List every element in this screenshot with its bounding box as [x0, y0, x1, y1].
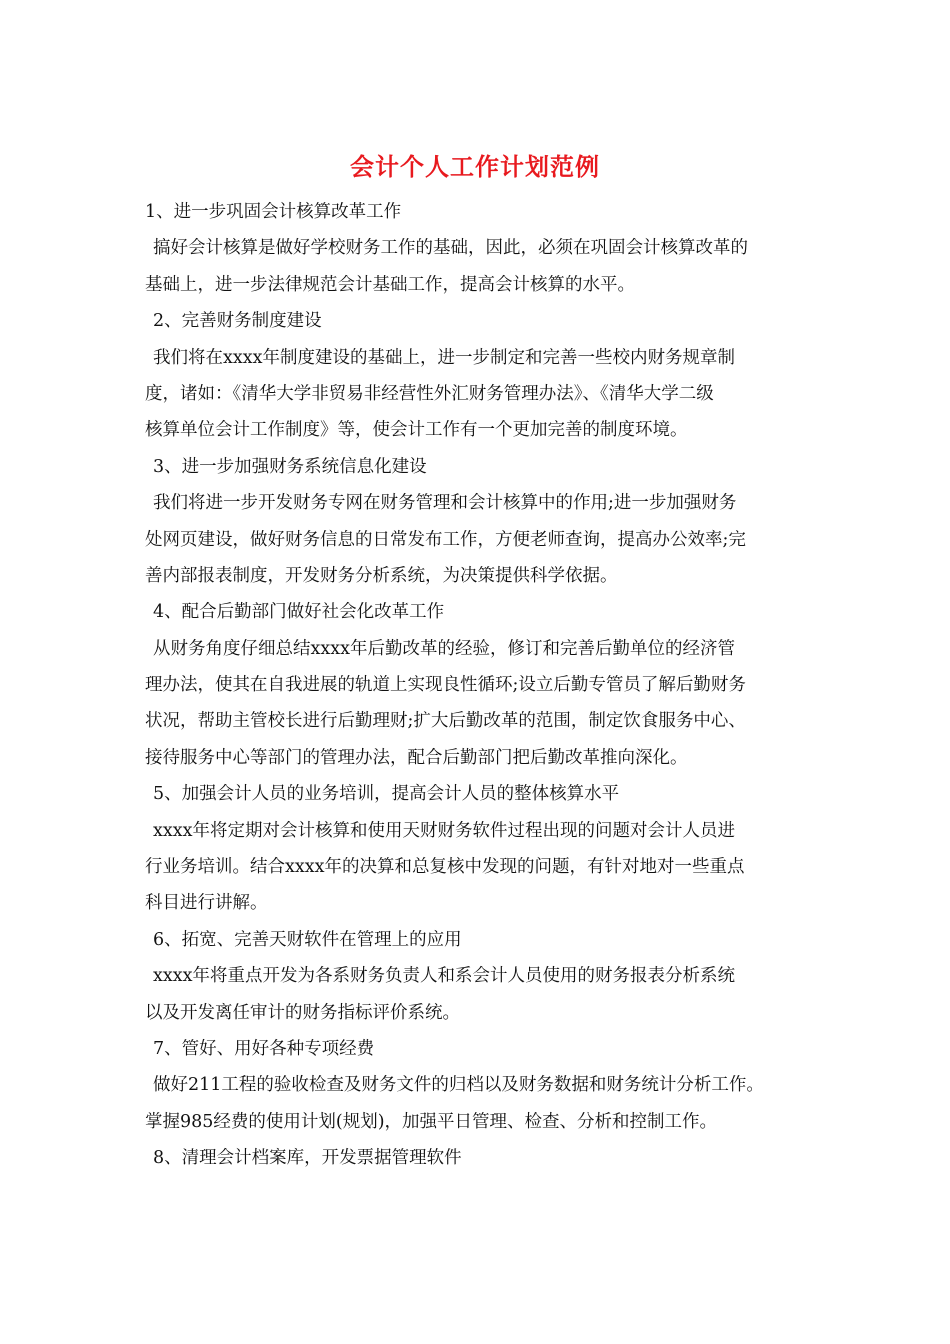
paragraph-line: 以及开发离任审计的财务指标评价系统。	[145, 1002, 460, 1023]
paragraph-line: 7、管好、用好各种专项经费	[153, 1038, 375, 1059]
paragraph-line: 我们将在xxxx年制度建设的基础上，进一步制定和完善一些校内财务规章制	[153, 347, 735, 368]
paragraph-line: 2、完善财务制度建设	[153, 311, 322, 332]
paragraph-line: 4、配合后勤部门做好社会化改革工作	[153, 602, 445, 623]
paragraph-line: 状况，帮助主管校长进行后勤理财;扩大后勤改革的范围，制定饮食服务中心、	[145, 711, 746, 732]
paragraph-line: xxxx年将重点开发为各系财务负责人和系会计人员使用的财务报表分析系统	[153, 966, 735, 987]
paragraph-line: 我们将进一步开发财务专网在财务管理和会计核算中的作用;进一步加强财务	[153, 493, 737, 514]
paragraph-line: 行业务培训。结合xxxx年的决算和总复核中发现的问题，有针对地对一些重点	[145, 857, 745, 878]
paragraph-line: 基础上，进一步法律规范会计基础工作，提高会计核算的水平。	[145, 274, 635, 295]
paragraph-line: 做好211工程的验收检查及财务文件的归档以及财务数据和财务统计分析工作。	[153, 1075, 764, 1096]
document-body	[145, 194, 810, 1177]
paragraph-line: 8、清理会计档案库，开发票据管理软件	[153, 1148, 462, 1169]
paragraph-line: 处网页建设，做好财务信息的日常发布工作，方便老师查询，提高办公效率;完	[145, 529, 746, 550]
paragraph-line: 6、拓宽、完善天财软件在管理上的应用	[153, 929, 462, 950]
paragraph-line: 从财务角度仔细总结xxxx年后勤改革的经验，修订和完善后勤单位的经济管	[153, 638, 735, 659]
paragraph-line: 掌握985经费的使用计划(规划)，加强平日管理、检查、分析和控制工作。	[145, 1111, 718, 1132]
paragraph-line: 3、进一步加强财务系统信息化建设	[153, 456, 427, 477]
paragraph-line: 1、进一步巩固会计核算改革工作	[145, 202, 402, 222]
paragraph-line: 接待服务中心等部门的管理办法，配合后勤部门把后勤改革推向深化。	[145, 747, 688, 768]
paragraph-line: 核算单位会计工作制度》等，使会计工作有一个更加完善的制度环境。	[145, 420, 688, 441]
paragraph-line: 善内部报表制度，开发财务分析系统，为决策提供科学依据。	[145, 565, 618, 586]
paragraph-line: 度，诸如：《清华大学非贸易非经营性外汇财务管理办法》、《清华大学二级	[145, 383, 714, 404]
document-title: 会计个人工作计划范例	[350, 153, 600, 181]
paragraph-line: xxxx年将定期对会计核算和使用天财财务软件过程出现的问题对会计人员进	[153, 820, 735, 841]
paragraph-line: 搞好会计核算是做好学校财务工作的基础，因此，必须在巩固会计核算改革的	[153, 238, 748, 259]
paragraph-line: 科目进行讲解。	[145, 893, 268, 914]
paragraph-line: 理办法，使其在自我进展的轨道上实现良性循环;设立后勤专管员了解后勤财务	[145, 675, 746, 696]
paragraph-line: 5、加强会计人员的业务培训，提高会计人员的整体核算水平	[153, 784, 620, 805]
